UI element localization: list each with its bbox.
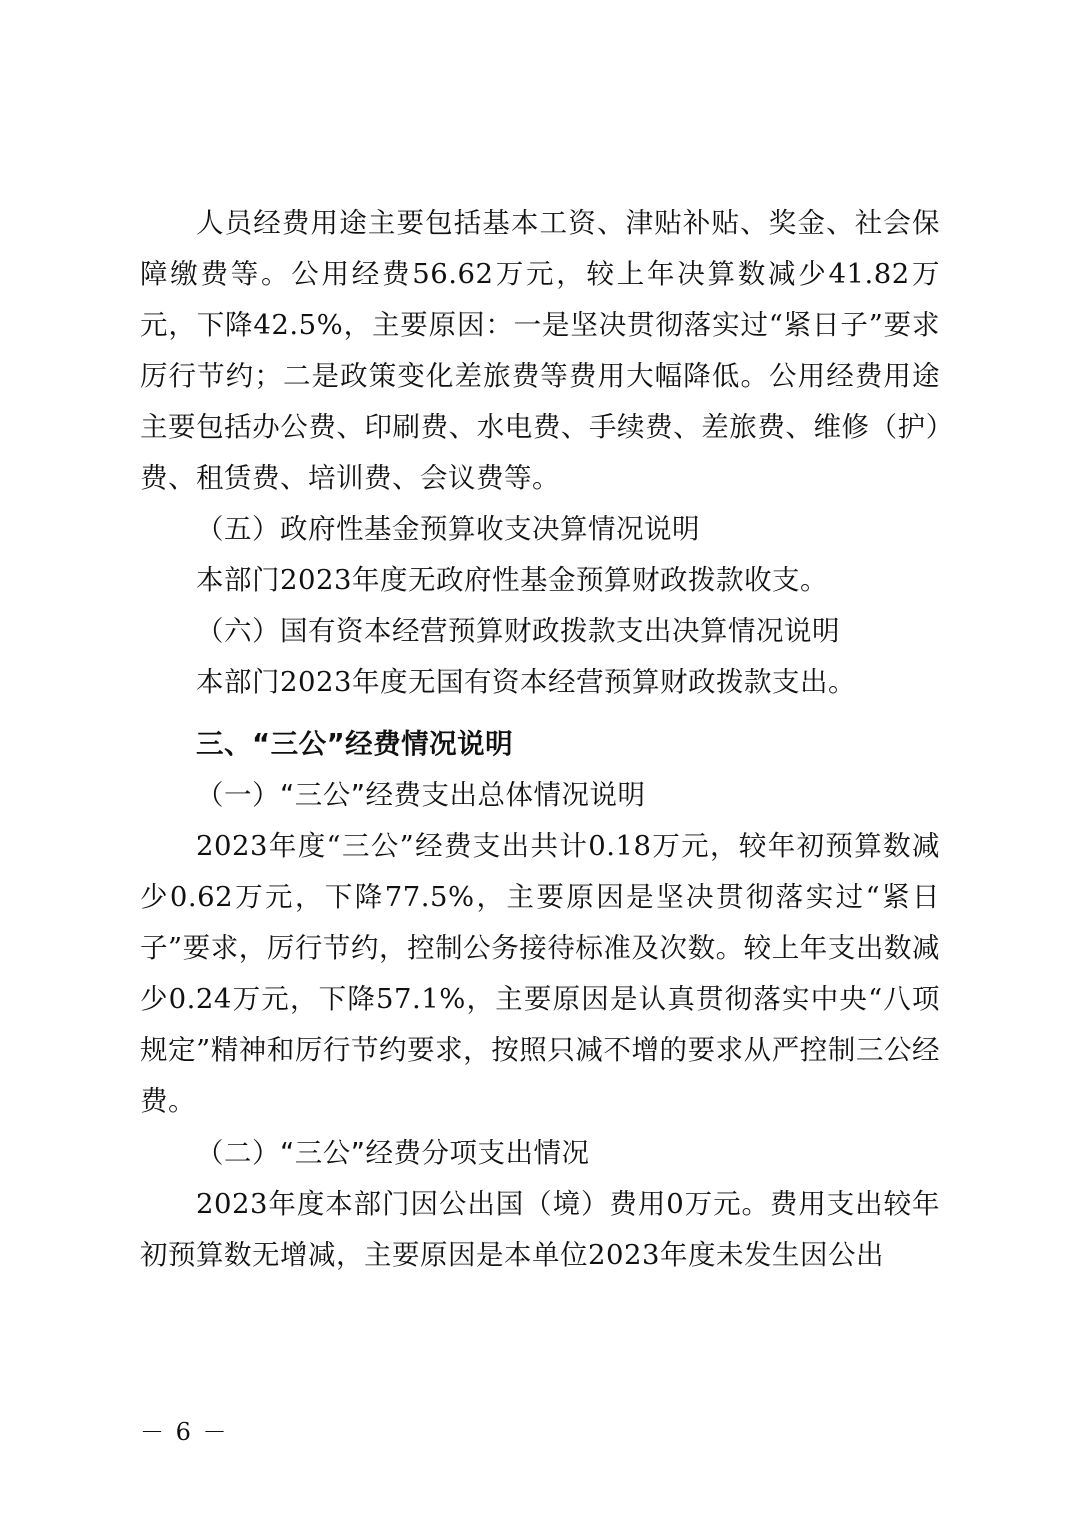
document-page — [140, 198, 940, 1281]
heading-three-public-itemized: （二）“三公”经费分项支出情况 — [196, 1137, 590, 1169]
page-number: － 6 － — [140, 1418, 229, 1446]
paragraph-state-capital: 本部门2023年度无国有资本经营预算财政拨款支出。 — [196, 666, 856, 698]
heading-three-public-overall: （一）“三公”经费支出总体情况说明 — [196, 779, 646, 811]
paragraph-overseas-travel: 2023年度本部门因公出国（境）费用0万元。费用支出较年初预算数无增减，主要原因是本单位2023年度未发生因公出 — [140, 1188, 940, 1271]
paragraph-personnel-expenses: 人员经费用途主要包括基本工资、津贴补贴、奖金、社会保障缴费等。公用经费56.62万元，较上年决算数减少41.82万元，下降42.5%，主要原因：一是坚决贯彻落实过“紧日子”要求厉行节约；二是政策变化差旅费等费用大幅降低。公用经费用途主要包括办公费、印刷费、水电费、手续费、差旅费、维修（护）费、租赁费、培训费、会议费等。 — [140, 207, 940, 494]
paragraph-three-public-overall: 2023年度“三公”经费支出共计0.18万元，较年初预算数减少0.62万元，下降77.5%，主要原因是坚决贯彻落实过“紧日子”要求，厉行节约，控制公务接待标准及次数。较上年支出数减少0.24万元，下降57.1%，主要原因是认真贯彻落实中央“八项规定”精神和厉行节约要求，按照只减不增的要求从严控制三公经费。 — [140, 830, 940, 1117]
heading-state-capital-budget: （六）国有资本经营预算财政拨款支出决算情况说明 — [196, 615, 840, 647]
paragraph-government-fund: 本部门2023年度无政府性基金预算财政拨款收支。 — [196, 564, 828, 596]
heading-government-fund-budget: （五）政府性基金预算收支决算情况说明 — [196, 513, 700, 545]
section-heading-three-public: 三、“三公”经费情况说明 — [196, 728, 514, 760]
